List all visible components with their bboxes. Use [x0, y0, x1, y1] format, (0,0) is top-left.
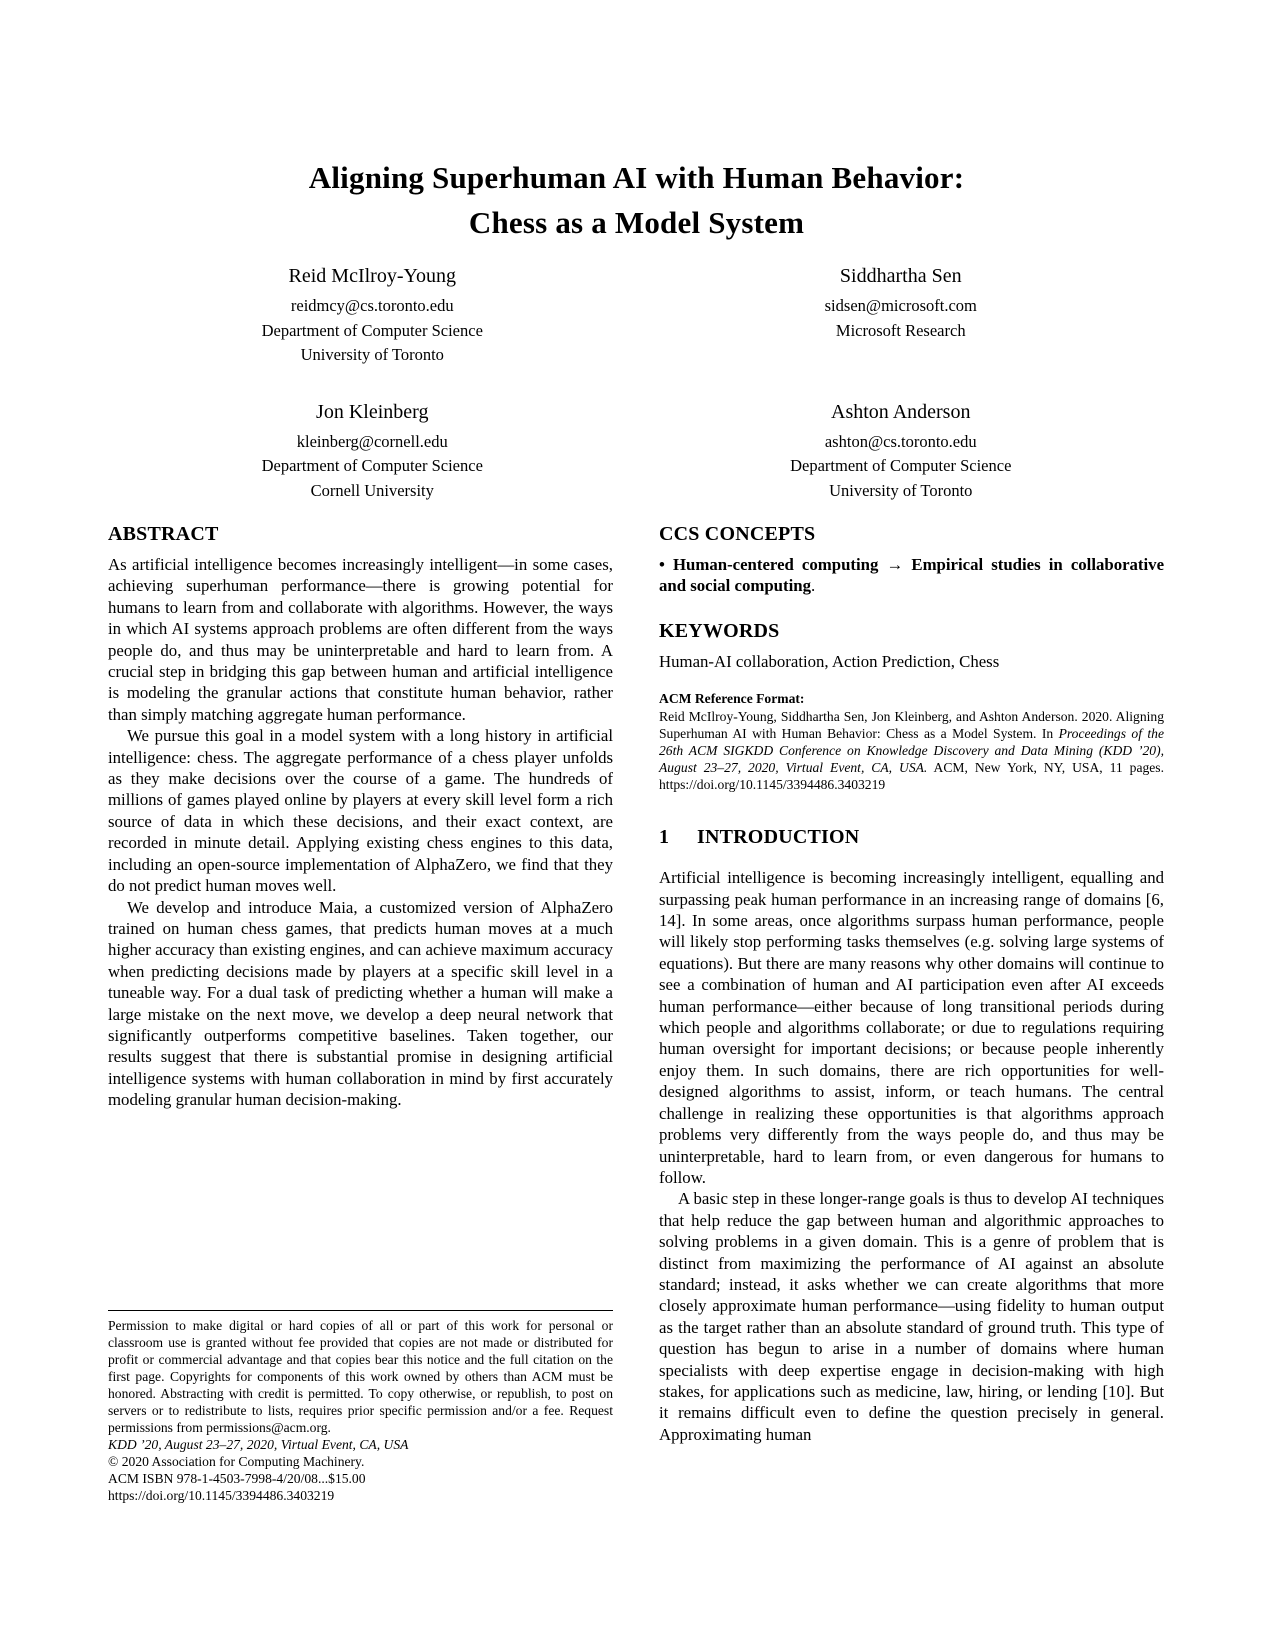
- permission-footnote: [108, 1310, 613, 1504]
- paper-title: [108, 155, 1165, 245]
- ccs-concept-child: Empirical studies in collaborative and social computing: [659, 555, 1165, 596]
- footnote-divider: [108, 1310, 613, 1311]
- author-affiliation-univ: Cornell University: [310, 480, 434, 500]
- ccs-text: [659, 554, 1164, 597]
- introduction-heading: [659, 825, 1164, 857]
- ccs-concepts-section: [659, 522, 1164, 597]
- conference-line: KDD ’20, August 23–27, 2020, Virtual Event, CA, USA: [108, 1437, 409, 1452]
- two-column-body: [108, 522, 1165, 1504]
- author-affiliation-dept: Department of Computer Science: [261, 456, 483, 475]
- abstract-paragraph-2: We pursue this goal in a model system with a long history in artificial intelligence: chess. The aggregate performance of a chess player unfolds as they make decisions over the course of a game. The hundreds of millions of games played online by players at every skill level form a rich source of data in which these decisions, and their exact context, are recorded in minute detail. Applying existing chess engines to this data, including an open-source implementation of AlphaZero, we find that they do not predict human moves well.: [108, 726, 613, 896]
- author-affiliation-univ: University of Toronto: [300, 345, 444, 364]
- title-line-1: Aligning Superhuman AI with Human Behavior:: [308, 160, 965, 195]
- author-email: kleinberg@cornell.edu: [296, 431, 448, 451]
- ccs-concept-parent: Human-centered computing: [672, 555, 879, 574]
- authors-grid: [108, 262, 1165, 503]
- introduction-paragraph-1: Artificial intelligence is becoming increasingly intelligent, equalling and surpassing peak human performance in an increasing range of domains [6, 14]. In some areas, once algorithms surpass human performance, people will likely stop performing tasks themselves (e.g. solving large systems of equations). But there are many reasons why other domains will continue to see a combination of human and AI participation even after AI exceeds human performance—either because of long transitional periods during which people and algorithms collaborate; or due to regulations requiring human oversight for important decisions; or because people inherently enjoy them. In such domains, there are rich opportunities for well-designed algorithms to assist, inform, or teach humans. The central challenge in realizing these opportunities is that algorithms approach problems very differently from the ways people do, and thus may be uninterpretable, hard to learn from, or even dangerous for humans to follow.: [659, 868, 1164, 1187]
- ccs-heading: CCS CONCEPTS: [659, 523, 816, 545]
- keywords-section: [659, 619, 1164, 672]
- isbn-line: ACM ISBN 978-1-4503-7998-4/20/08...$15.00: [108, 1471, 366, 1486]
- author-affiliation-univ: University of Toronto: [829, 480, 973, 500]
- author-affiliation-dept: Department of Computer Science: [790, 456, 1012, 475]
- author-name: Jon Kleinberg: [316, 400, 429, 423]
- author-affiliation-dept: Microsoft Research: [835, 320, 966, 340]
- author-name: Siddhartha Sen: [839, 265, 962, 287]
- author-email: sidsen@microsoft.com: [824, 296, 977, 315]
- ccs-bullet: •: [659, 555, 665, 574]
- acm-reference-text: [659, 708, 1164, 793]
- acm-reference-heading: ACM Reference Format:: [659, 691, 805, 707]
- acm-reference-section: [659, 690, 1164, 793]
- acm-reference-venue: Proceedings of the 26th ACM SIGKDD Conference on Knowledge Discovery and Data Mining (KDD ’20), August 23–27, 2020, Virtual Event, CA, USA.: [659, 726, 1164, 776]
- author-email: ashton@cs.toronto.edu: [824, 431, 977, 451]
- abstract-heading: ABSTRACT: [108, 523, 219, 545]
- keywords-text: Human-AI collaboration, Action Prediction, Chess: [659, 651, 1000, 671]
- introduction-section: [659, 825, 1164, 1445]
- abstract-paragraph-3: We develop and introduce Maia, a customized version of AlphaZero trained on human chess games, that predicts human moves at a much higher accuracy than existing engines, and can achieve maximum accuracy when predicting decisions made by players at a specific skill level in a tuneable way. For a dual task of predicting whether a human will make a large mistake on the next move, we develop a deep neural network that significantly outperforms competitive baselines. Taken together, our results suggest that there is substantial promise in designing artificial intelligence systems with human collaboration in mind by first accurately modeling granular human decision-making.: [108, 897, 613, 1110]
- title-line-2: Chess as a Model System: [468, 205, 805, 240]
- left-column: [108, 522, 613, 1504]
- author-name: Reid McIlroy-Young: [288, 265, 456, 287]
- acm-reference-authors: Reid McIlroy-Young, Siddhartha Sen, Jon Kleinberg, and Ashton Anderson. 2020. Aligning Superhuman AI with Human Behavior: Chess as a Model System. In: [659, 709, 1164, 742]
- author-block-sen: [637, 262, 1166, 368]
- introduction-heading-text: INTRODUCTION: [697, 826, 860, 849]
- author-name: Ashton Anderson: [831, 400, 971, 423]
- ccs-period: .: [811, 576, 816, 596]
- author-block-anderson: [637, 398, 1166, 504]
- author-block-mcilroy-young: [108, 262, 637, 368]
- abstract-paragraph-1: As artificial intelligence becomes increasingly intelligent—in some cases, achieving superhuman performance—there is growing potential for humans to learn from and collaborate with algorithms. However, the ways in which AI systems approach problems are often different from the ways people do, and thus may be uninterpretable and hard to learn from. A crucial step in bridging this gap between human and artificial intelligence is modeling the granular actions that constitute human behavior, rather than simply matching aggregate human performance.: [108, 555, 613, 724]
- copyright-line: © 2020 Association for Computing Machinery.: [108, 1454, 365, 1469]
- introduction-paragraph-2: A basic step in these longer-range goals is thus to develop AI techniques that help reduce the gap between human and algorithmic approaches to solving problems in a given domain. This is a genre of problem that is distinct from maximizing the performance of AI against an absolute standard; instead, it asks whether we can create algorithms that more closely approximate human performance—using fidelity to human output as the target rather than an absolute standard of ground truth. This type of question has begun to arise in a number of domains where human specialists with deep expertise engage in decision-making with high stakes, for applications such as medicine, law, hiring, or lending [10]. But it remains difficult even to define the question precisely in general. Approximating human: [659, 1189, 1164, 1444]
- permission-note: Permission to make digital or hard copies of all or part of this work for personal or classroom use is granted without fee provided that copies are not made or distributed for profit or commercial advantage and that copies bear this notice and the full citation on the first page. Copyrights for components of this work owned by others than ACM must be honored. Abstracting with credit is permitted. To copy otherwise, or republish, to post on servers or to redistribute to lists, requires prior specific permission and/or a fee. Request permissions from permissions@acm.org.: [108, 1318, 613, 1435]
- author-block-kleinberg: [108, 398, 637, 504]
- abstract-section: [108, 522, 613, 1111]
- author-affiliation-dept: Department of Computer Science: [261, 320, 483, 340]
- section-number: 1: [659, 826, 670, 849]
- right-column: [659, 522, 1164, 1504]
- author-email: reidmcy@cs.toronto.edu: [290, 296, 454, 315]
- doi-line: https://doi.org/10.1145/3394486.3403219: [108, 1488, 335, 1503]
- acm-reference-publisher: ACM, New York, NY, USA, 11 pages. https://doi.org/10.1145/3394486.3403219: [659, 760, 1164, 793]
- ccs-arrow: →: [886, 555, 904, 574]
- keywords-heading: KEYWORDS: [659, 619, 780, 642]
